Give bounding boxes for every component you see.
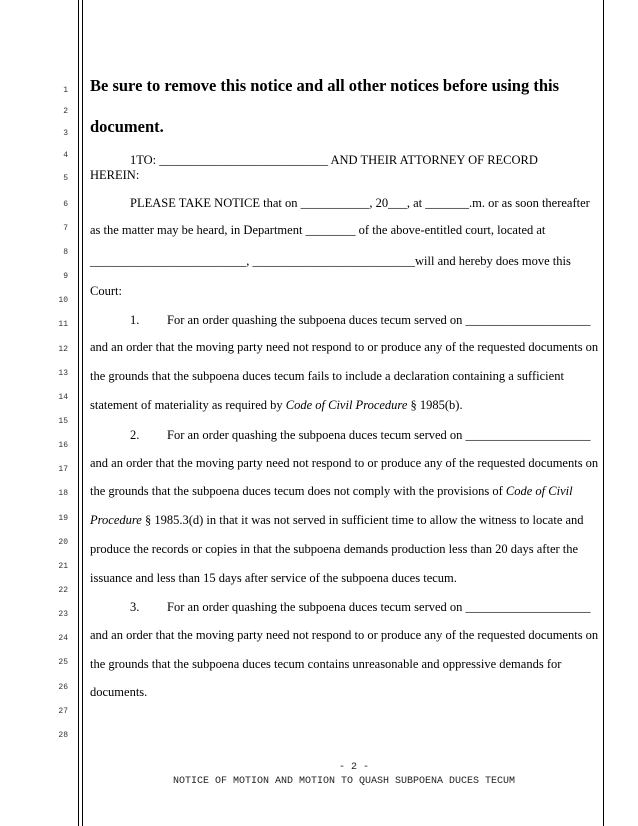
line-number: 25 <box>58 658 68 667</box>
statute-citation: Procedure <box>90 513 142 527</box>
line-number: 14 <box>58 393 68 402</box>
item-1-first-line <box>90 313 591 328</box>
line-number: 9 <box>63 272 68 281</box>
herein-line: HEREIN: <box>90 168 140 182</box>
line-number: 13 <box>58 369 68 378</box>
body-line: _________________________, __________________________will and hereby does move this <box>90 254 571 268</box>
text-run: § 1985(b). <box>407 398 463 412</box>
line-number: 12 <box>58 345 68 354</box>
body-line: Court: <box>90 284 122 298</box>
to-line: 1TO: ___________________________ AND THEIR ATTORNEY OF RECORD <box>130 153 538 167</box>
line-number: 18 <box>58 489 68 498</box>
line-number: 5 <box>63 174 68 183</box>
line-number: 28 <box>58 731 68 740</box>
footer-title: NOTICE OF MOTION AND MOTION TO QUASH SUBPOENA DUCES TECUM <box>172 776 516 787</box>
item-text: For an order quashing the subpoena duces tecum served on ____________________ <box>167 600 591 614</box>
page-number: - 2 - <box>338 762 369 773</box>
statute-citation: Code of Civil <box>505 484 573 498</box>
line-number: 4 <box>63 151 68 160</box>
left-margin-rule-inner <box>82 0 83 826</box>
line-number: 17 <box>58 465 68 474</box>
line-number: 3 <box>63 129 68 138</box>
item-2-first-line <box>90 428 591 443</box>
text-run: the grounds that the subpoena duces tecum does not comply with the provisions of <box>90 484 506 498</box>
line-number: 10 <box>58 296 68 305</box>
body-line: as the matter may be heard, in Department ________ of the above-entitled court, located at <box>90 223 546 237</box>
item-number: 1. <box>130 313 140 327</box>
item-text: For an order quashing the subpoena duces tecum served on ____________________ <box>167 313 591 327</box>
body-line <box>90 398 463 413</box>
line-number: 20 <box>58 538 68 547</box>
line-number: 6 <box>63 200 68 209</box>
line-number: 8 <box>63 248 68 257</box>
text-run: § 1985.3(d) in that it was not served in sufficient time to allow the witness to locate and <box>141 513 584 527</box>
body-line <box>90 513 584 528</box>
line-number: 15 <box>58 417 68 426</box>
body-line: the grounds that the subpoena duces tecum contains unreasonable and oppressive demands for <box>90 657 562 671</box>
body-line: and an order that the moving party need not respond to or produce any of the requested documents on <box>90 340 599 354</box>
item-number: 3. <box>130 600 140 614</box>
left-margin-rule-outer <box>78 0 79 826</box>
item-text: For an order quashing the subpoena duces tecum served on ____________________ <box>167 428 591 442</box>
item-number: 2. <box>130 428 140 442</box>
body-line <box>90 484 573 499</box>
notice-heading-line2: document. <box>90 117 164 136</box>
line-number: 11 <box>58 320 68 329</box>
line-number: 23 <box>58 610 68 619</box>
notice-heading-line1: Be sure to remove this notice and all other notices before using this <box>90 76 560 95</box>
line-number: 19 <box>58 514 68 523</box>
line-number: 1 <box>63 86 68 95</box>
right-margin-rule <box>603 0 604 826</box>
line-number: 22 <box>58 586 68 595</box>
line-number: 24 <box>58 634 68 643</box>
line-number: 7 <box>63 224 68 233</box>
line-number: 27 <box>58 707 68 716</box>
body-line: issuance and less than 15 days after service of the subpoena duces tecum. <box>90 571 457 585</box>
text-run: statement of materiality as required by <box>90 398 286 412</box>
body-line: the grounds that the subpoena duces tecum fails to include a declaration containing a sufficient <box>90 369 564 383</box>
line-number: 26 <box>58 683 68 692</box>
body-line: documents. <box>90 685 148 699</box>
item-3-first-line <box>90 600 591 615</box>
line-number: 16 <box>58 441 68 450</box>
body-line: and an order that the moving party need not respond to or produce any of the requested documents on <box>90 456 599 470</box>
body-line: produce the records or copies in that the subpoena demands production less than 20 days after the <box>90 542 579 556</box>
line-number: 2 <box>63 107 68 116</box>
please-take-notice-line: PLEASE TAKE NOTICE that on ___________, 20___, at _______.m. or as soon thereafter <box>130 196 590 210</box>
body-line: and an order that the moving party need not respond to or produce any of the requested documents on <box>90 628 599 642</box>
line-number: 21 <box>58 562 68 571</box>
statute-citation: Code of Civil Procedure <box>285 398 408 412</box>
